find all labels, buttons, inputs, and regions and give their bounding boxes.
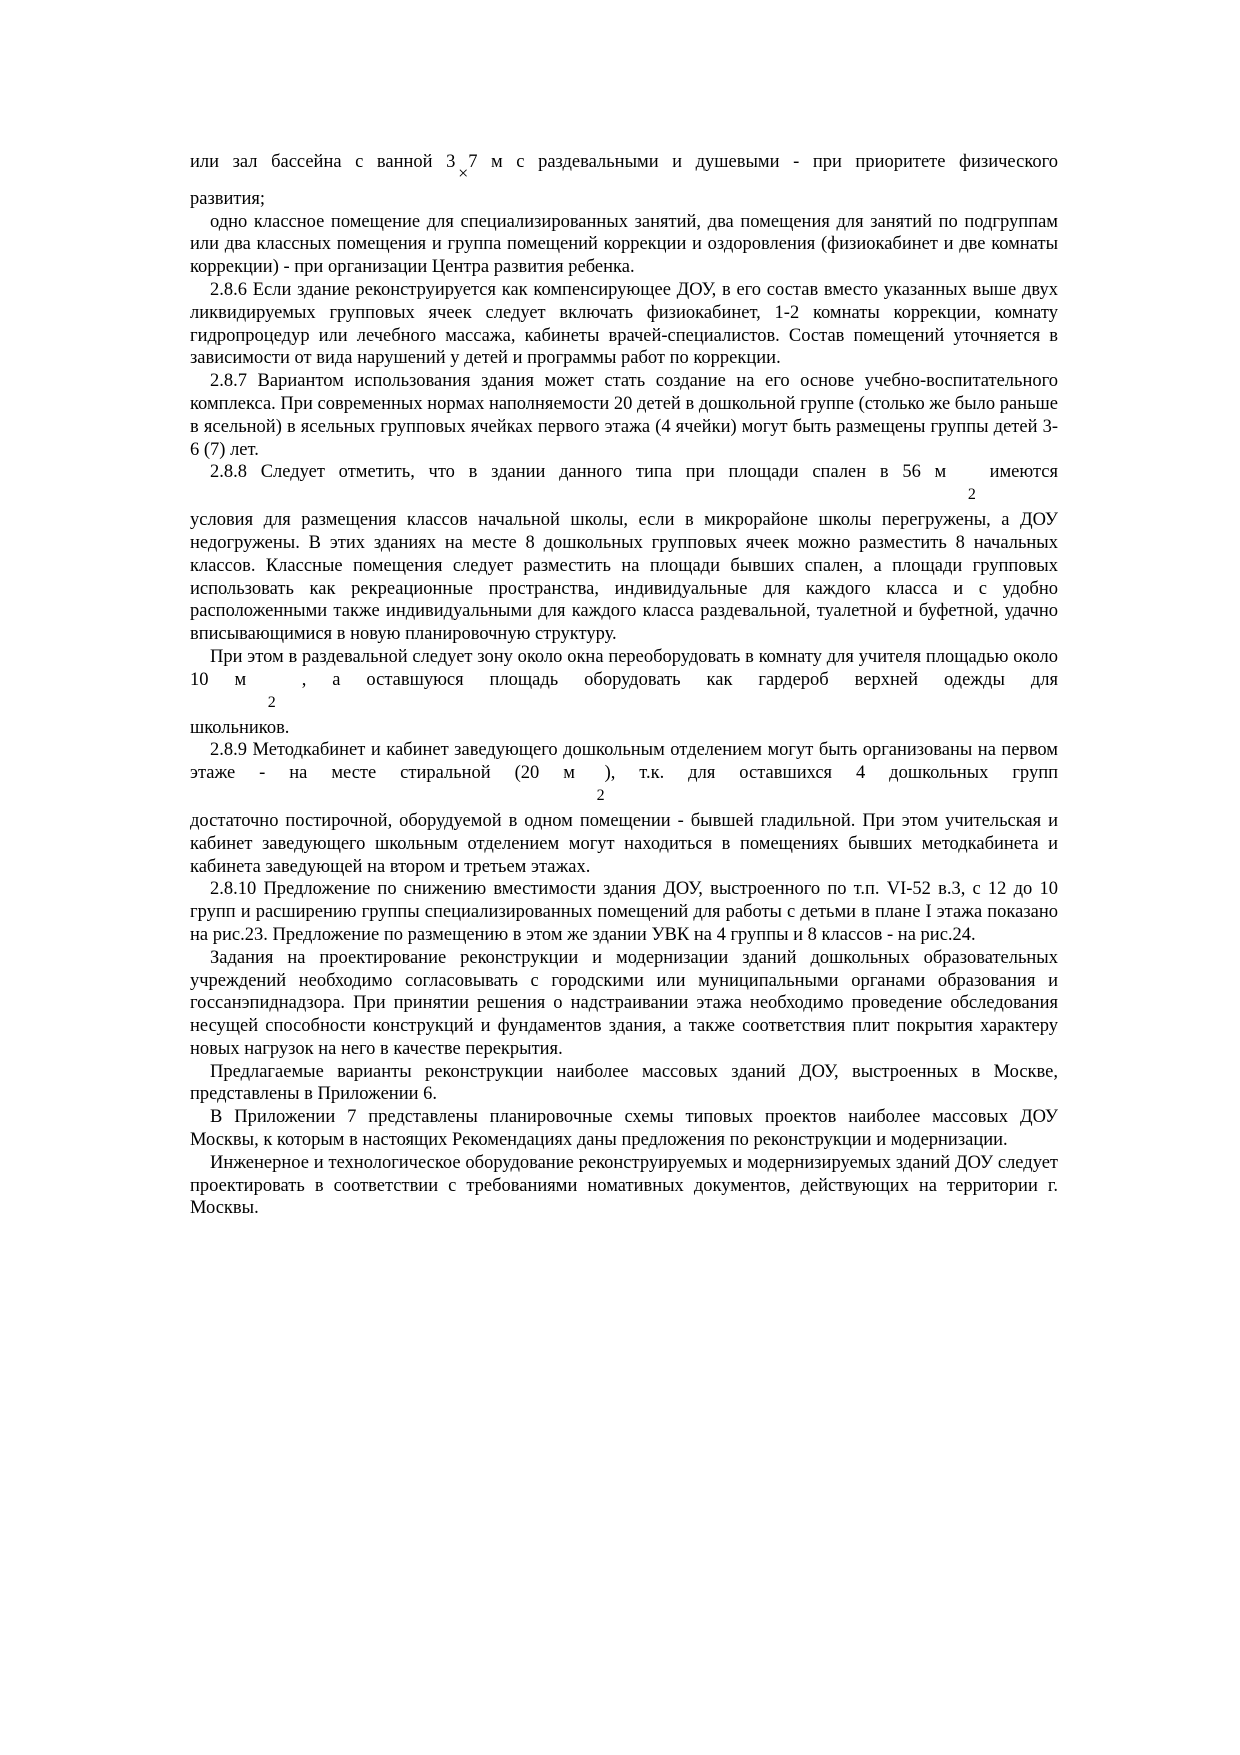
paragraph-engineering: Инженерное и технологическое оборудование реконструируемых и модернизируемых зданий ДОУ следует проектировать в соответствии с требованиями номативных документов, действующих на территории г. Москвы. bbox=[190, 1152, 1058, 1219]
text-teacher-room-start: При этом в раздевальной следует зону около окна переоборудовать в комнату для учителя площадью около 10 м bbox=[190, 646, 1058, 690]
text-teacher-room-end: , а оставшуюся площадь оборудовать как гардероб верхней одежды для bbox=[301, 669, 1058, 690]
text-2-8-8-start: 2.8.8 Следует отметить, что в здании данного типа при площади спален в 56 м bbox=[210, 462, 947, 483]
paragraph-2-8-7: 2.8.7 Вариантом использования здания может стать создание на его основе учебно-воспитательного комплекса. При современных нормах наполняемости 20 детей в дошкольной группе (столько же было раньше в ясельной) в ясельных групповых ячейках первого этажа (4 ячейки) могут быть размещены группы детей 3-6 (7) лет. bbox=[190, 371, 1059, 460]
paragraph-pool-continuation: развития; bbox=[190, 188, 266, 209]
pool-text-end: 7 м с раздевальными и душевыми - при приоритете физического bbox=[468, 152, 1058, 172]
text-2-8-9-start: 2.8.9 Методкабинет и кабинет заведующего дошкольным отделением могут быть организованы на первом этаже - на месте стиральной (20 м bbox=[190, 740, 1058, 784]
paragraph-2-8-9 bbox=[190, 739, 1058, 805]
superscript-2: 2 bbox=[267, 693, 276, 711]
document-page bbox=[190, 150, 1058, 1220]
paragraph-pool-line bbox=[190, 150, 1058, 183]
paragraph-appendix-7: В Приложении 7 представлены планировочные схемы типовых проектов наиболее массовых ДОУ Москвы, к которым в настоящих Рекомендациях даны предложения по реконструкции и модернизации. bbox=[190, 1107, 1058, 1151]
paragraph-teacher-room-continuation: школьников. bbox=[190, 717, 290, 738]
text-2-8-8-end: имеются bbox=[989, 462, 1058, 483]
paragraph-2-8-6: 2.8.6 Если здание реконструируется как компенсирующее ДОУ, в его состав вместо указанных выше двух ликвидируемых групповых ячеек следует включать физиокабинет, 1-2 комнаты коррекции, комнату гидропроцедур или лечебного массажа, кабинеты врачей-специалистов. Состав помещений уточняется в зависимости от вида нарушений у детей и программы работ по коррекции. bbox=[190, 279, 1058, 369]
paragraph-teacher-room bbox=[190, 646, 1058, 711]
text-2-8-9-end: ), т.к. для оставшихся 4 дошкольных групп bbox=[604, 763, 1058, 784]
superscript-2: 2 bbox=[967, 486, 976, 504]
paragraph-appendix-6: Предлагаемые варианты реконструкции наиболее массовых зданий ДОУ, выстроенных в Москве, представлены в Приложении 6. bbox=[190, 1061, 1058, 1105]
pool-text-start: или зал бассейна с ванной 3 bbox=[190, 152, 456, 172]
paragraph-classroom-option: одно классное помещение для специализированных занятий, два помещения для занятий по подгруппам или два классных помещения и группа помещений коррекции и оздоровления (физиокабинет и две комнаты коррекции) - при организации Центра развития ребенка. bbox=[190, 211, 1058, 278]
paragraph-2-8-8-first-line bbox=[190, 461, 1058, 504]
multiplication-sign: × bbox=[458, 163, 469, 183]
paragraph-2-8-10: 2.8.10 Предложение по снижению вместимости здания ДОУ, выстроенного по т.п. VI-52 в.3, с 12 до 10 групп и расширению группы специализированных помещений для работы с детьми в плане I этажа показано на рис.23. Предложение по размещению в этом же здании УВК на 4 группы и 8 классов - на рис.24. bbox=[190, 879, 1058, 945]
superscript-2: 2 bbox=[596, 787, 605, 805]
paragraph-design-tasks: Задания на проектирование реконструкции и модернизации зданий дошкольных образовательных учреждений необходимо согласовывать с городскими или муниципальными органами образования и госсанэпиднадзора. При принятии решения о надстраивании этажа необходимо проведение обследования несущей способности конструкций и фундаментов здания, а также соответствия плит покрытия характеру новых нагрузок на него в качестве перекрытия. bbox=[190, 947, 1058, 1059]
paragraph-2-8-8-continuation: условия для размещения классов начальной школы, если в микрорайоне школы перегружены, а ДОУ недогружены. В этих зданиях на месте 8 дошкольных групповых ячеек можно разместить 8 начальных классов. Классные помещения следует разместить на площади бывших спален, а площади групповых использовать как рекреационные пространства, индивидуальные для каждого класса и с удобно расположенными также индивидуальными для каждого класса раздевальной, туалетной и буфетной, удачно вписывающимися в новую планировочную структуру. bbox=[190, 510, 1058, 645]
paragraph-2-8-9-continuation: достаточно постирочной, оборудуемой в одном помещении - бывшей гладильной. При этом учительская и кабинет заведующего школьным отделением могут находиться в помещениях бывших методкабинета и кабинета заведующей на втором и третьем этажах. bbox=[190, 810, 1058, 877]
